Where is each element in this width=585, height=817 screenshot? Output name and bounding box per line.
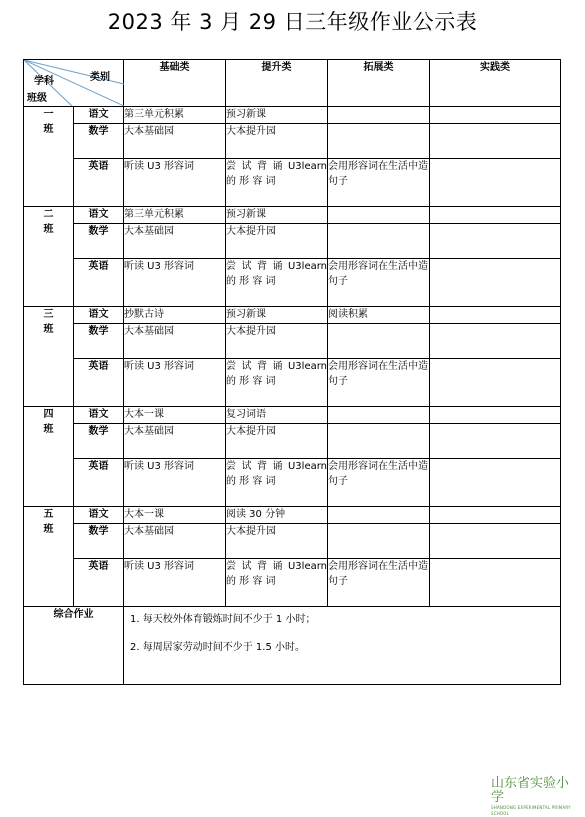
homework-cell-extend: 会用形容词在生活中造句子 [328, 459, 430, 507]
table-row [24, 459, 561, 507]
homework-cell-improve: 预习新课 [226, 307, 328, 324]
homework-cell-extend: 会用形容词在生活中造句子 [328, 159, 430, 207]
homework-cell-improve: 尝 试 背 诵 U3learn 的 形 容 词 [226, 559, 328, 607]
homework-cell-basic: 听读 U3 形容词 [124, 159, 226, 207]
homework-cell-extend [328, 424, 430, 459]
table-row [24, 424, 561, 459]
homework-cell-improve: 大本提升园 [226, 324, 328, 359]
homework-cell-basic: 听读 U3 形容词 [124, 459, 226, 507]
homework-cell-basic: 听读 U3 形容词 [124, 259, 226, 307]
school-logo-name: 山东省实验小学 [491, 776, 570, 805]
homework-cell-practice [430, 259, 561, 307]
homework-cell-practice [430, 159, 561, 207]
school-logo-english: SHANDONG EXPERIMENTAL PRIMARY SCHOOL [491, 805, 571, 816]
table-row [24, 224, 561, 259]
homework-cell-extend: 会用形容词在生活中造句子 [328, 259, 430, 307]
homework-cell-basic: 第三单元积累 [124, 207, 226, 224]
summary-item: 2. 每周居家劳动时间不少于 1.5 小时。 [130, 642, 305, 653]
corner-type-label: 类别 [90, 72, 110, 83]
homework-cell-basic: 第三单元积累 [124, 107, 226, 124]
homework-cell-improve: 阅读 30 分钟 [226, 507, 328, 524]
corner-subject-label: 学科 [34, 76, 54, 87]
homework-cell-practice [430, 407, 561, 424]
homework-cell-practice [430, 207, 561, 224]
homework-cell-basic: 听读 U3 形容词 [124, 559, 226, 607]
homework-cell-basic: 大本基础园 [124, 324, 226, 359]
subject-cell: 语文 [74, 107, 124, 124]
homework-cell-improve: 尝 试 背 诵 U3learn 的 形 容 词 [226, 259, 328, 307]
summary-row [24, 607, 561, 685]
column-header-extend: 拓展类 [328, 60, 430, 107]
table-row [24, 159, 561, 207]
homework-cell-improve: 大本提升园 [226, 424, 328, 459]
summary-label: 综合作业 [24, 607, 124, 685]
homework-cell-improve: 大本提升园 [226, 124, 328, 159]
column-header-practice: 实践类 [430, 60, 561, 107]
school-logo [491, 776, 581, 816]
class-name-cell: 二 班 [24, 207, 74, 307]
subject-cell: 英语 [74, 459, 124, 507]
page-title: 2023 年 3 月 29 日三年级作业公示表 [107, 10, 478, 34]
class-name-cell: 一 班 [24, 107, 74, 207]
homework-cell-basic: 大本基础园 [124, 424, 226, 459]
homework-cell-improve: 大本提升园 [226, 524, 328, 559]
summary-item: 1. 每天校外体育锻炼时间不少于 1 小时； [130, 614, 316, 625]
homework-cell-basic: 大本一课 [124, 407, 226, 424]
subject-cell: 数学 [74, 524, 124, 559]
homework-cell-improve: 尝 试 背 诵 U3learn 的 形 容 词 [226, 459, 328, 507]
homework-cell-improve: 预习新课 [226, 207, 328, 224]
homework-cell-practice [430, 324, 561, 359]
subject-cell: 英语 [74, 159, 124, 207]
subject-cell: 语文 [74, 507, 124, 524]
homework-cell-extend [328, 224, 430, 259]
subject-cell: 数学 [74, 324, 124, 359]
table-row [24, 324, 561, 359]
homework-cell-basic: 听读 U3 形容词 [124, 359, 226, 407]
subject-cell: 数学 [74, 224, 124, 259]
subject-cell: 数学 [74, 124, 124, 159]
homework-cell-extend: 阅读积累 [328, 307, 430, 324]
homework-cell-improve: 尝 试 背 诵 U3learn 的 形 容 词 [226, 159, 328, 207]
header-row [24, 60, 561, 107]
table-row [24, 207, 561, 224]
homework-cell-practice [430, 359, 561, 407]
subject-cell: 语文 [74, 307, 124, 324]
homework-cell-practice [430, 307, 561, 324]
table-row [24, 359, 561, 407]
homework-table [23, 59, 561, 685]
subject-cell: 语文 [74, 207, 124, 224]
homework-cell-extend [328, 407, 430, 424]
table-row [24, 107, 561, 124]
corner-header-cell [24, 60, 124, 107]
class-name-cell: 三 班 [24, 307, 74, 407]
homework-cell-extend: 会用形容词在生活中造句子 [328, 559, 430, 607]
class-name-cell: 四 班 [24, 407, 74, 507]
homework-cell-extend [328, 207, 430, 224]
homework-cell-extend [328, 107, 430, 124]
homework-cell-improve: 预习新课 [226, 107, 328, 124]
table-row [24, 559, 561, 607]
homework-cell-extend [328, 124, 430, 159]
homework-cell-practice [430, 424, 561, 459]
class-name-cell: 五 班 [24, 507, 74, 607]
homework-cell-improve: 尝 试 背 诵 U3learn 的 形 容 词 [226, 359, 328, 407]
table-row [24, 124, 561, 159]
homework-cell-basic: 大本基础园 [124, 524, 226, 559]
homework-cell-basic: 大本一课 [124, 507, 226, 524]
table-row [24, 407, 561, 424]
homework-cell-practice [430, 124, 561, 159]
homework-cell-extend [328, 324, 430, 359]
homework-cell-extend [328, 507, 430, 524]
homework-cell-practice [430, 224, 561, 259]
homework-cell-extend: 会用形容词在生活中造句子 [328, 359, 430, 407]
homework-cell-basic: 大本基础园 [124, 124, 226, 159]
homework-cell-improve: 大本提升园 [226, 224, 328, 259]
homework-cell-practice [430, 559, 561, 607]
subject-cell: 英语 [74, 259, 124, 307]
summary-content [124, 607, 561, 685]
table-row [24, 259, 561, 307]
homework-cell-practice [430, 107, 561, 124]
subject-cell: 数学 [74, 424, 124, 459]
table-row [24, 524, 561, 559]
homework-cell-improve: 复习词语 [226, 407, 328, 424]
column-header-basic: 基础类 [124, 60, 226, 107]
subject-cell: 语文 [74, 407, 124, 424]
column-header-improve: 提升类 [226, 60, 328, 107]
homework-cell-basic: 大本基础园 [124, 224, 226, 259]
subject-cell: 英语 [74, 559, 124, 607]
homework-cell-practice [430, 524, 561, 559]
table-row [24, 507, 561, 524]
homework-cell-practice [430, 459, 561, 507]
homework-cell-basic: 抄默古诗 [124, 307, 226, 324]
homework-cell-extend [328, 524, 430, 559]
homework-cell-practice [430, 507, 561, 524]
corner-class-label: 班级 [27, 93, 47, 104]
subject-cell: 英语 [74, 359, 124, 407]
table-row [24, 307, 561, 324]
